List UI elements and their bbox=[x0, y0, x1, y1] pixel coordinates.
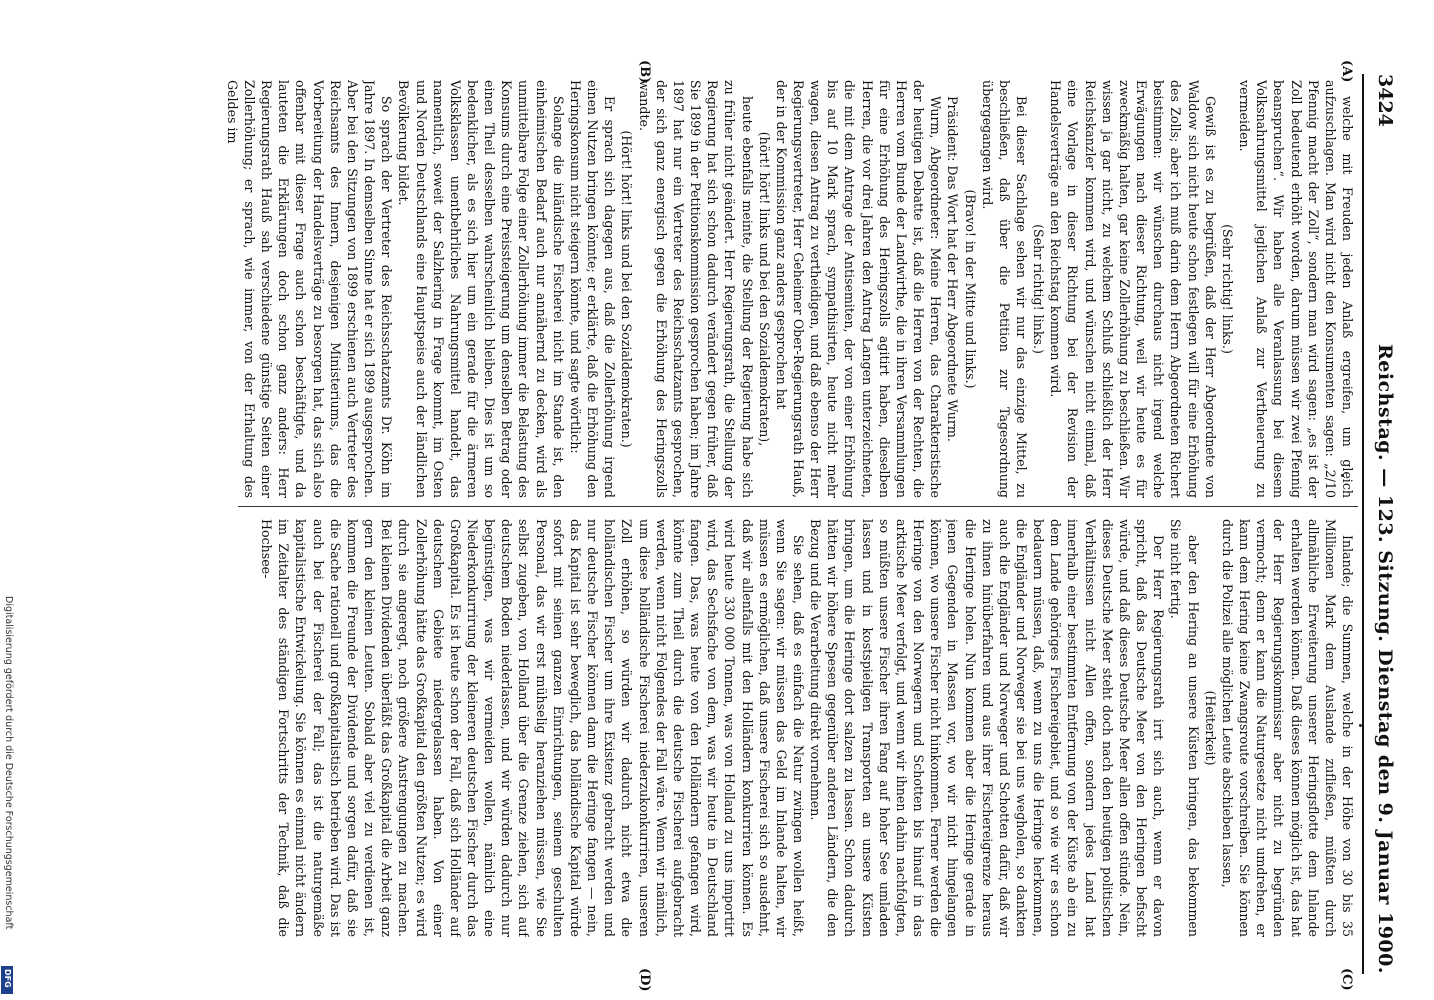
paragraph: Sie sehen, daß es einfach die Natur zwingen wollen heißt, wenn Sie sagen: wir müssen das Geld im Inlande halten, wir müssen es ermöglichen, daß unsere Fischerei sich so ausdehnt, daß wir allenfalls mit den Holländern konkurriren können. Es wird heute 330 000 Tonnen, was von Holland zu uns importirt wird, das Sechsfache von dem, was wir heute in Deutschland fangen. Das, was heute von den Holländern gefangen wird, könnte zum Theil durch die deutsche Fischerei aufgebracht werden, wenn nicht Folgendes der Fall wäre. Wenn wir nämlich, um diese holländische Fischerei niederzukonkurriren, unseren Zoll erhöhen, so würden wir dadurch nicht etwa die holländischen Fischer um ihre Existenz gebracht werden und nur deutsche Fischer können dann die Heringe fangen — nein, das Kapital ist sehr beweglich, das holländische Kapital würde sofort mit seinen ganzen Einrichtungen, seinem geschulten Personal, das wir erst mühselig heranziehen müssen, wie Sie selbst zugeben, von Holland über die Grenze ziehen, sich auf deutschem Boden niederlassen, und wir würden dadurch nur begünstigen, was wir vermeiden wollen, nämlich eine Niederkonkurrirung der kleineren deutschen Fischer durch das Großkapital. Es ist heute schon der Fall, daß sich Holländer auf deutschem Gebiete niedergelassen haben. Von einer Zollerhöhung hätte das Großkapital den größten Nutzen; es wird durch sie angeregt, noch größere Anstrengungen zu machen. Bei kleinen Dividenden überläßt das Großkapital die Arbeit ganz gern den kleinen Leuten. Sobald aber viel zu verdienen ist, kommen die Freunde der Dividende und sorgen dafür, daß sie die Sache rationell und großkapitalistisch betrieben wird. Das ist auch bei der Fischerei der Fall; das ist die naturgemäße kapitalistische Entwickelung. Sie können es einmal nicht ändern im Zeitalter des ständigen Fortschritts der Technik, daß die Hochsee- bbox=[259, 519, 806, 937]
paragraph: Solange die inländische Fischerei nicht im Stande ist, den einheimischen Bedarf auch nur annähernd zu decken, wird als unmittelbare Folge einer Zollerhöhung immer die Belastung des Konsums durch eine Preissteigerung um denselben Betrag oder einen Theil desselben wahrscheinlich bleiben. Dies ist um so bedenklicher, als es sich hier um ein gerade für die ärmeren Volksklassen unentbehrliches Nahrungsmittel handelt, das namentlich, soweit der Salzhering in Frage kommt, im Osten und Norden Deutschlands eine Hauptspeise auch der ländlichen Bevölkerung bildet. bbox=[396, 80, 566, 498]
paragraph: Wurm, Abgeordneter: Meine Herren, das Charakteristische der heutigen Debatte ist, daß die Herren von der Rechten, die Herren vom Bunde der Landwirthe, die in ihren Versammlungen für eine Erhöhung des Heringszolls agitirt haben, dieselben Herren, die vor drei Jahren den Antrag Langen unterzeichneten, die mit dem Antrage der Antisemiten, der von einer Erhöhung bis auf 10 Mark sprach, sympathisirten, heute nicht mehr wagen, diesen Antrag zu vertheidigen, und daß ebenso der Herr Regierungsvertreter, Herr Geheimer Ober-Regierungsrath Hauß, der in der Kommission ganz anders gesprochen hat bbox=[773, 80, 944, 498]
paragraph: Der Herr Regierungsrath irrt sich auch, wenn er davon spricht, daß das Deutsche Meer von den Heringen befischt würde, und daß dieses Deutsche Meer allen offen stünde. Nein, dieses Deutsche Meer steht doch nach den heutigen politischen Verhältnissen nicht Allen offen, sondern jedes Land hat innerhalb einer bestimmten Entfernung von der Küste ab ein zu dem Lande gehöriges Fischereigebiet, und so wie wir es schon bedauern müssen, daß, wenn zu uns die Heringe herkommen, die Engländer und Norweger sie bei uns wegholen, so dankten auch die Engländer und Norweger und Schotten dafür, daß wir zu ihnen hinüberfahren und aus ihrer Fischereigrenze heraus die Heringe holen. Nun kommen aber die Heringe gerade in jenen Gegenden in Massen vor, wo wir nicht hingelangen können, wo unsere Fischer nicht hinkommen. Ferner werden die Heringe von den Norwegern und Schotten bis hinauf in das arktische Meer verfolgt, und wenn wir ihnen dahin nachfolgten, so müßten unsere Fischer ihren Fang auf hoher See umladen lassen und in kostspieligen Transporten an unsere Küsten bringen, um die Heringe dort salzen zu lassen. Schon dadurch hätten wir höhere Spesen gegenüber anderen Ländern, die den Bezug und die Verarbeitung direkt vornehmen. bbox=[808, 519, 1167, 937]
paragraph: Gewiß ist es zu begrüßen, daß der Herr Abgeordnete von Waldow sich nicht heute schon festlegen will für eine Erhöhung des Zolls; aber ich muß darin dem Herrn Abgeordneten Richert beistimmen: wir wünschen durchaus nicht irgend welche Erwägungen nach dieser Richtung, weil wir heute es für zweckmäßig halten, gar keine Zollerhöhung zu beschließen. Wir wissen ja gar nicht, zu welchem Schluß schließlich der Herr Reichskanzler kommen wird, und wünschen nicht einmal, daß eine Vorlage in dieser Richtung bei der Revision der Handelsverträge an den Reichstag kommen wird. bbox=[1048, 80, 1218, 498]
margin-letter-c: (C) bbox=[1339, 968, 1354, 991]
interjection: (Sehr richtig! links.) bbox=[1031, 224, 1047, 354]
interjection: (Heiterkeit) bbox=[1202, 690, 1218, 766]
header-title: Reichstag. — 123. Sitzung. bbox=[1374, 344, 1396, 643]
interjection: (Bravo! in der Mitte und links.) bbox=[962, 189, 978, 389]
right-column bbox=[56, 519, 1356, 937]
paragraph: So sprach der Vertreter des Reichsschatzamts Dr. Köhn im Jahre 1897. In demselben Sinne hat er sich 1899 ausgesprochen. Aber bei den Sitzungen von 1899 erschienen auch Vertreter des Reichsamts des Innern, desjenigen Ministeriums, das die Vorbereitung der Handelsverträge zu besorgen hat, das sich also offenbar mit dieser Frage auch schon beschäftigte, und da lauteten die Erklärungen doch schon ganz anders: Herr Regierungsrath Hauß sah verschiedene günstige Seiten einer Zollerhöhung; er sprach, wie immer, von der Erhaltung des Geldes im bbox=[224, 80, 395, 498]
column-divider bbox=[238, 506, 1358, 507]
page-header bbox=[1366, 74, 1396, 974]
speck bbox=[1359, 724, 1362, 727]
paragraph: Präsident: Das Wort hat der Herr Abgeordnete Wurm. bbox=[945, 96, 961, 442]
header-date: Dienstag den 9. Januar 1900. bbox=[1374, 649, 1396, 974]
page-number: 3424 bbox=[1374, 74, 1396, 127]
paragraph: heute ebenfalls meinte, die Stellung der Regierung habe sich zu früher nicht geändert. Herr Regierungsrath, die Stellung der Regierung hat sich schon dadurch verändert gegen früher, daß Sie 1899 in der Petitionskommission gesprochen haben; im Jahre 1897 hat nur ein Vertreter des Reichsschatzamts gesprochen, der sich ganz energisch gegen die Erhöhung des Heringszolls wandte. bbox=[636, 80, 755, 498]
paragraph: aber den Hering an unsere Küsten bringen, das bekommen Sie nicht fertig. bbox=[1168, 519, 1201, 937]
header-rule bbox=[1362, 74, 1364, 974]
paragraph: Inlande; die Summen, welche in der Höhe von 30 bis 35 Millionen Mark dem Auslande zufließen, müßten durch allmähliche Erweiterung unserer Heringsflotte dem Inlande erhalten werden können. Daß dieses können möglich ist, das hat der Herr Regierungskommissar aber nicht zu begründen vermocht; denn er kann die Naturgesetze nicht umdrehen, er kann dem Hering keine Zwangsroute vorschreiben. Sie können durch die Polizei alle möglichen Leute abschieben lassen, bbox=[1219, 519, 1355, 937]
scanned-page bbox=[22, 4, 1422, 994]
margin-letter-d: (D) bbox=[637, 968, 652, 992]
interjection: (Sehr richtig! links.) bbox=[1219, 224, 1235, 354]
left-column bbox=[56, 80, 1356, 498]
margin-letter-b: (B) bbox=[637, 60, 652, 84]
digitization-credit bbox=[0, 0, 14, 1000]
dfg-logo-text: DFG bbox=[3, 969, 12, 988]
paragraph: Bei dieser Sachlage sehen wir nur das einzige Mittel, zu beschließen, daß über die Petition zur Tagesordnung übergegangen wird. bbox=[979, 80, 1030, 498]
paragraph: Er sprach sich dagegen aus, daß die Zollerhöhung irgend einen Nutzen bringen könnte; er erklärte, daß die Erhöhung den Heringskonsum nicht steigern könnte, und sagte wörtlich: bbox=[567, 80, 618, 498]
interjection: (Hört! hört! links und bei den Sozialdemokraten.) bbox=[619, 130, 635, 448]
paragraph: welche mit Freuden jeden Anlaß ergreifen, um gleich aufzuschlagen. Man wird nicht den Konsumenten sagen: „2/10 Pfennig macht der Zoll“, sondern man wird sagen: „es ist der Zoll bedeutend erhöht worden, darum müssen wir zwei Pfennig beanspruchen“. Wir haben alle Veranlassung bei diesem Volksnahrungsmittel jeglichen Anlaß zur Vertheuerung zu vermeiden. bbox=[1237, 80, 1355, 498]
interjection: (hört! hört! links und bei den Sozialdemokraten), bbox=[756, 131, 772, 447]
credit-text: Digitalisierung gefördert durch die Deutsche Forschungsgemeinschaft bbox=[3, 596, 14, 930]
dfg-logo bbox=[1, 966, 13, 994]
margin-letter-a: (A) bbox=[1339, 60, 1354, 83]
